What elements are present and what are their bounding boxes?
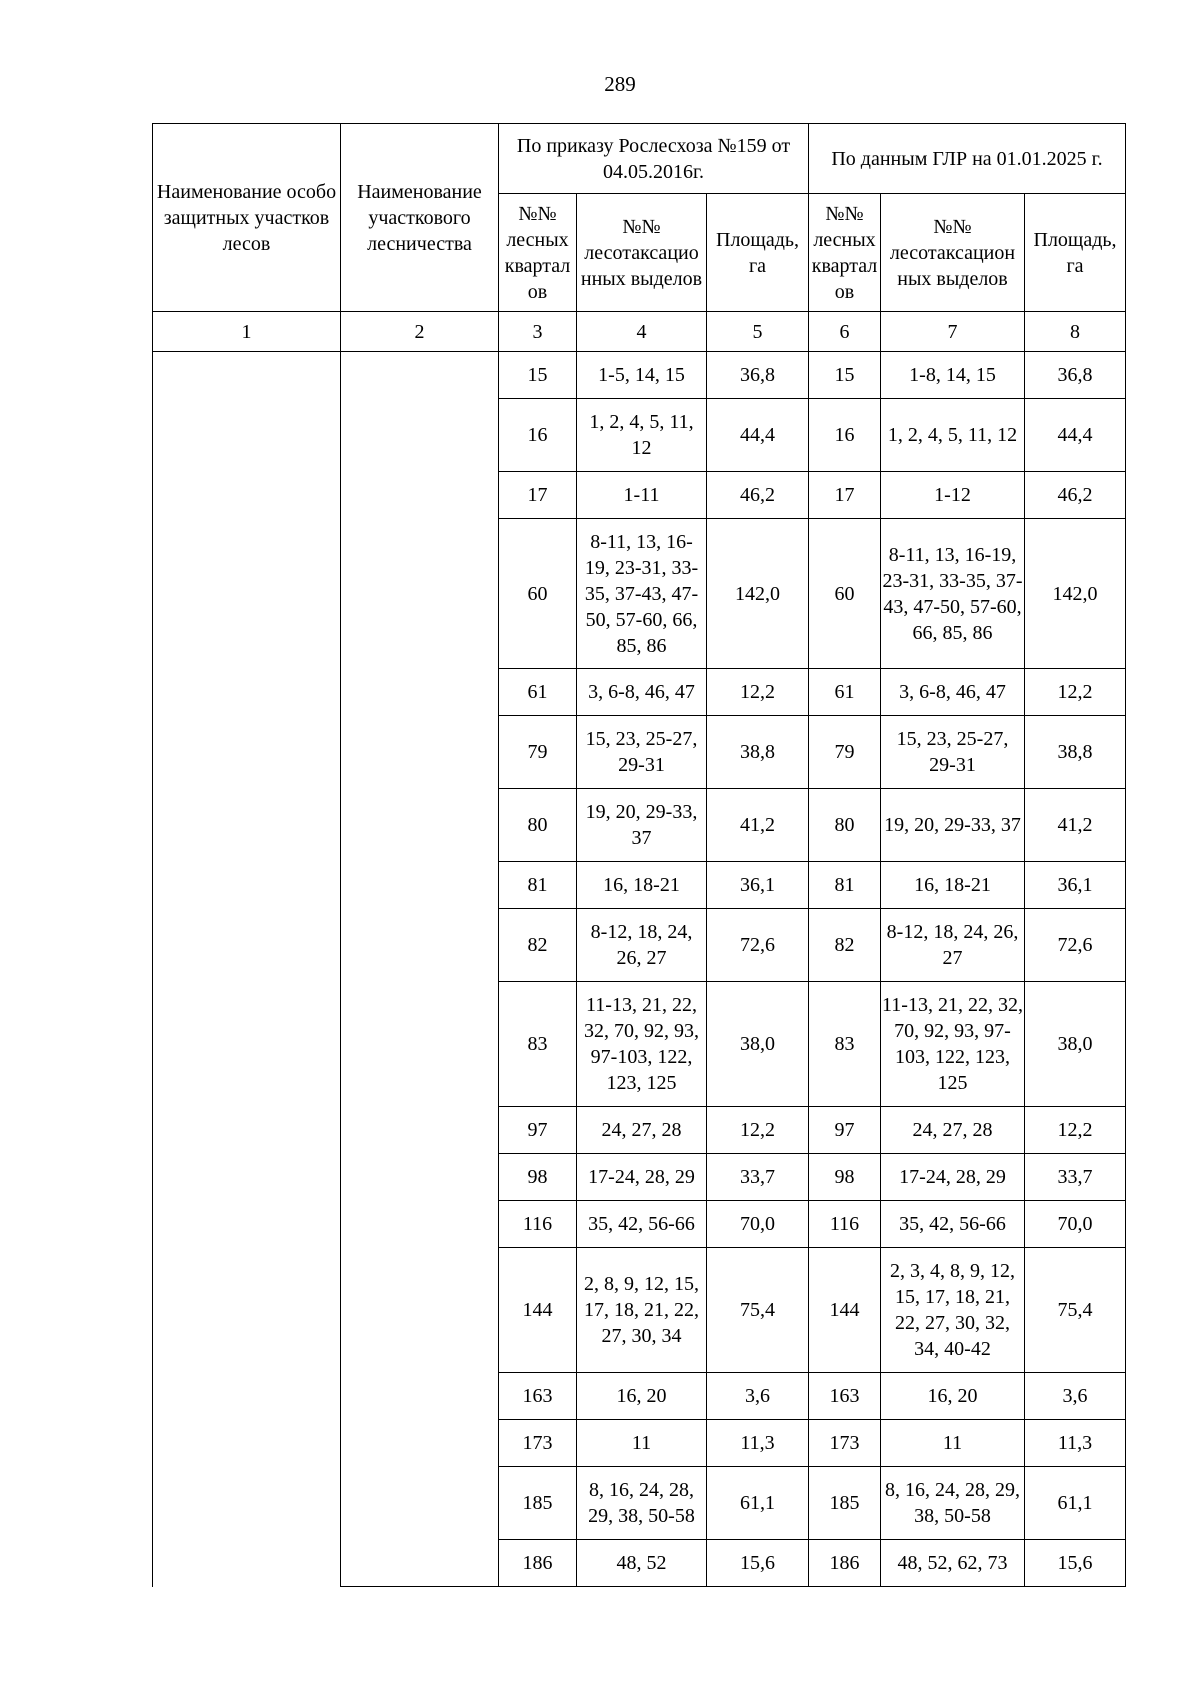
registry-area-cell: 12,2 — [1025, 669, 1126, 716]
protected-area-name-cell — [153, 352, 341, 1587]
order-area-cell: 41,2 — [707, 789, 809, 862]
registry-area-cell: 36,1 — [1025, 862, 1126, 909]
order-quarter-cell: 16 — [499, 399, 577, 472]
order-quarter-cell: 163 — [499, 1373, 577, 1420]
registry-area-cell: 11,3 — [1025, 1420, 1126, 1467]
registry-plots-cell: 1, 2, 4, 5, 11, 12 — [881, 399, 1025, 472]
column-number-row — [153, 312, 1126, 352]
registry-area-cell: 41,2 — [1025, 789, 1126, 862]
column-number: 4 — [577, 312, 707, 352]
order-quarter-cell: 17 — [499, 472, 577, 519]
registry-area-cell: 61,1 — [1025, 1467, 1126, 1540]
order-area-cell: 75,4 — [707, 1248, 809, 1373]
registry-plots-cell: 24, 27, 28 — [881, 1107, 1025, 1154]
order-area-cell: 38,8 — [707, 716, 809, 789]
order-area-cell: 61,1 — [707, 1467, 809, 1540]
order-plots-cell: 35, 42, 56-66 — [577, 1201, 707, 1248]
order-plots-cell: 8, 16, 24, 28, 29, 38, 50-58 — [577, 1467, 707, 1540]
header-order-plots: №№ лесотаксацио нных выделов — [577, 194, 707, 312]
order-quarter-cell: 79 — [499, 716, 577, 789]
header-registry-area: Площадь, га — [1025, 194, 1126, 312]
order-plots-cell: 1-11 — [577, 472, 707, 519]
registry-area-cell: 46,2 — [1025, 472, 1126, 519]
registry-area-cell: 142,0 — [1025, 519, 1126, 669]
registry-plots-cell: 16, 18-21 — [881, 862, 1025, 909]
order-plots-cell: 16, 18-21 — [577, 862, 707, 909]
order-plots-cell: 8-12, 18, 24, 26, 27 — [577, 909, 707, 982]
order-plots-cell: 24, 27, 28 — [577, 1107, 707, 1154]
order-plots-cell: 1-5, 14, 15 — [577, 352, 707, 399]
header-protected-areas-name: Наименование особо защитных участков лесов — [153, 124, 341, 312]
order-quarter-cell: 82 — [499, 909, 577, 982]
order-quarter-cell: 60 — [499, 519, 577, 669]
order-plots-cell: 15, 23, 25-27, 29-31 — [577, 716, 707, 789]
header-order-area: Площадь, га — [707, 194, 809, 312]
order-area-cell: 33,7 — [707, 1154, 809, 1201]
registry-quarter-cell: 144 — [809, 1248, 881, 1373]
registry-area-cell: 36,8 — [1025, 352, 1126, 399]
registry-quarter-cell: 82 — [809, 909, 881, 982]
order-plots-cell: 16, 20 — [577, 1373, 707, 1420]
order-area-cell: 142,0 — [707, 519, 809, 669]
order-plots-cell: 11 — [577, 1420, 707, 1467]
registry-quarter-cell: 79 — [809, 716, 881, 789]
order-plots-cell: 2, 8, 9, 12, 15, 17, 18, 21, 22, 27, 30, 34 — [577, 1248, 707, 1373]
registry-area-cell: 12,2 — [1025, 1107, 1126, 1154]
header-registry-plots: №№ лесотаксацион ных выделов — [881, 194, 1025, 312]
registry-plots-cell: 16, 20 — [881, 1373, 1025, 1420]
registry-plots-cell: 17-24, 28, 29 — [881, 1154, 1025, 1201]
order-plots-cell: 48, 52 — [577, 1540, 707, 1587]
column-number: 1 — [153, 312, 341, 352]
column-number: 2 — [341, 312, 499, 352]
registry-plots-cell: 11 — [881, 1420, 1025, 1467]
order-area-cell: 72,6 — [707, 909, 809, 982]
registry-quarter-cell: 61 — [809, 669, 881, 716]
registry-area-cell: 75,4 — [1025, 1248, 1126, 1373]
order-plots-cell: 8-11, 13, 16-19, 23-31, 33-35, 37-43, 47-50, 57-60, 66, 85, 86 — [577, 519, 707, 669]
order-quarter-cell: 83 — [499, 982, 577, 1107]
order-area-cell: 38,0 — [707, 982, 809, 1107]
registry-plots-cell: 1-12 — [881, 472, 1025, 519]
registry-plots-cell: 8-11, 13, 16-19, 23-31, 33-35, 37-43, 47-50, 57-60, 66, 85, 86 — [881, 519, 1025, 669]
order-area-cell: 44,4 — [707, 399, 809, 472]
order-plots-cell: 19, 20, 29-33, 37 — [577, 789, 707, 862]
registry-quarter-cell: 97 — [809, 1107, 881, 1154]
registry-quarter-cell: 116 — [809, 1201, 881, 1248]
registry-plots-cell: 8-12, 18, 24, 26, 27 — [881, 909, 1025, 982]
order-quarter-cell: 185 — [499, 1467, 577, 1540]
registry-area-cell: 15,6 — [1025, 1540, 1126, 1587]
header-order-quarters: №№ лесных квартал ов — [499, 194, 577, 312]
header-district-forestry-name: Наименование участкового лесничества — [341, 124, 499, 312]
registry-area-cell: 72,6 — [1025, 909, 1126, 982]
registry-plots-cell: 2, 3, 4, 8, 9, 12, 15, 17, 18, 21, 22, 27, 30, 32, 34, 40-42 — [881, 1248, 1025, 1373]
registry-area-cell: 33,7 — [1025, 1154, 1126, 1201]
column-number: 5 — [707, 312, 809, 352]
registry-quarter-cell: 83 — [809, 982, 881, 1107]
registry-area-cell: 38,8 — [1025, 716, 1126, 789]
registry-plots-cell: 48, 52, 62, 73 — [881, 1540, 1025, 1587]
registry-quarter-cell: 186 — [809, 1540, 881, 1587]
registry-area-cell: 70,0 — [1025, 1201, 1126, 1248]
registry-plots-cell: 1-8, 14, 15 — [881, 352, 1025, 399]
order-area-cell: 46,2 — [707, 472, 809, 519]
order-quarter-cell: 81 — [499, 862, 577, 909]
order-quarter-cell: 98 — [499, 1154, 577, 1201]
header-group-registry: По данным ГЛР на 01.01.2025 г. — [809, 124, 1126, 194]
column-number: 7 — [881, 312, 1025, 352]
order-area-cell: 12,2 — [707, 669, 809, 716]
registry-area-cell: 44,4 — [1025, 399, 1126, 472]
registry-quarter-cell: 173 — [809, 1420, 881, 1467]
order-area-cell: 70,0 — [707, 1201, 809, 1248]
column-number: 3 — [499, 312, 577, 352]
registry-quarter-cell: 98 — [809, 1154, 881, 1201]
registry-quarter-cell: 80 — [809, 789, 881, 862]
registry-quarter-cell: 17 — [809, 472, 881, 519]
order-quarter-cell: 144 — [499, 1248, 577, 1373]
order-plots-cell: 3, 6-8, 46, 47 — [577, 669, 707, 716]
header-group-order: По приказу Рослесхоза №159 от 04.05.2016г. — [499, 124, 809, 194]
registry-quarter-cell: 15 — [809, 352, 881, 399]
registry-quarter-cell: 60 — [809, 519, 881, 669]
order-quarter-cell: 15 — [499, 352, 577, 399]
registry-quarter-cell: 16 — [809, 399, 881, 472]
column-number: 8 — [1025, 312, 1126, 352]
order-quarter-cell: 116 — [499, 1201, 577, 1248]
order-plots-cell: 1, 2, 4, 5, 11, 12 — [577, 399, 707, 472]
order-area-cell: 15,6 — [707, 1540, 809, 1587]
registry-area-cell: 3,6 — [1025, 1373, 1126, 1420]
registry-plots-cell: 35, 42, 56-66 — [881, 1201, 1025, 1248]
forest-areas-table — [152, 123, 1126, 1587]
order-plots-cell: 17-24, 28, 29 — [577, 1154, 707, 1201]
order-area-cell: 12,2 — [707, 1107, 809, 1154]
order-quarter-cell: 173 — [499, 1420, 577, 1467]
order-plots-cell: 11-13, 21, 22, 32, 70, 92, 93, 97-103, 122, 123, 125 — [577, 982, 707, 1107]
order-quarter-cell: 186 — [499, 1540, 577, 1587]
registry-area-cell: 38,0 — [1025, 982, 1126, 1107]
district-forestry-name-cell — [341, 352, 499, 1587]
order-quarter-cell: 80 — [499, 789, 577, 862]
registry-plots-cell: 19, 20, 29-33, 37 — [881, 789, 1025, 862]
registry-plots-cell: 3, 6-8, 46, 47 — [881, 669, 1025, 716]
order-area-cell: 11,3 — [707, 1420, 809, 1467]
registry-quarter-cell: 163 — [809, 1373, 881, 1420]
registry-quarter-cell: 81 — [809, 862, 881, 909]
order-quarter-cell: 61 — [499, 669, 577, 716]
column-number: 6 — [809, 312, 881, 352]
page-number: 289 — [604, 72, 636, 96]
order-area-cell: 36,1 — [707, 862, 809, 909]
registry-plots-cell: 11-13, 21, 22, 32, 70, 92, 93, 97-103, 122, 123, 125 — [881, 982, 1025, 1107]
header-registry-quarters: №№ лесных квартал ов — [809, 194, 881, 312]
registry-plots-cell: 15, 23, 25-27, 29-31 — [881, 716, 1025, 789]
table-row — [153, 352, 1126, 399]
order-area-cell: 36,8 — [707, 352, 809, 399]
order-area-cell: 3,6 — [707, 1373, 809, 1420]
registry-quarter-cell: 185 — [809, 1467, 881, 1540]
registry-plots-cell: 8, 16, 24, 28, 29, 38, 50-58 — [881, 1467, 1025, 1540]
order-quarter-cell: 97 — [499, 1107, 577, 1154]
